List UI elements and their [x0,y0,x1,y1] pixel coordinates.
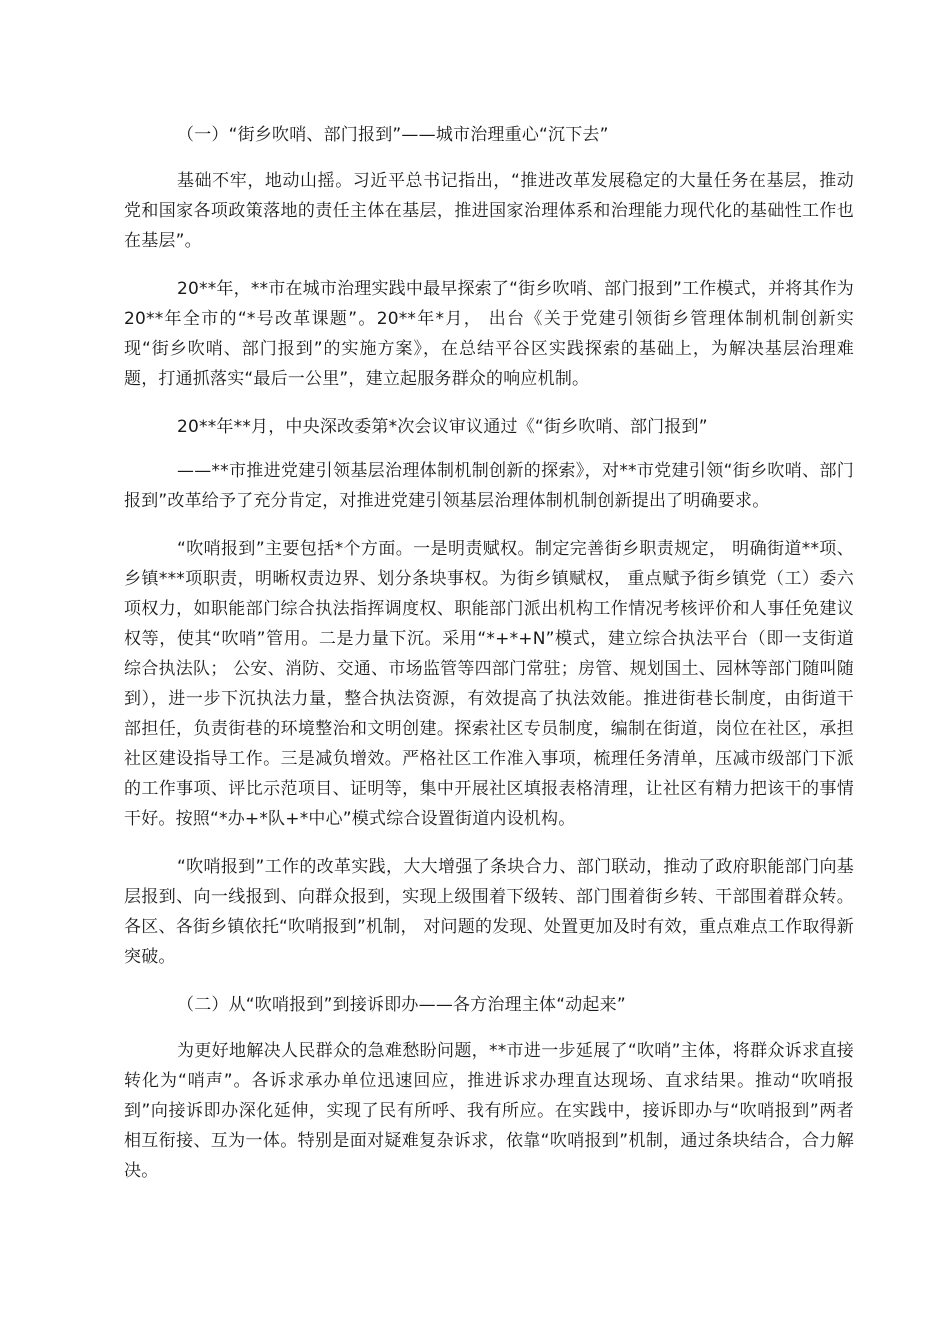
section-1-paragraph-1: 基础不牢，地动山摇。习近平总书记指出，“推进改革发展稳定的大量任务在基层，推动党和国家各项政策落地的责任主体在基层，推进国家治理体系和治理能力现代化的基础性工作也在基层”。 [124,171,854,251]
section-1-paragraph-4: ——**市推进党建引领基层治理体制机制创新的探索》，对**市党建引领“街乡吹哨、部门报到”改革给予了充分肯定，对推进党建引领基层治理体制机制创新提出了明确要求。 [124,461,854,511]
section-1-heading: （一）“街乡吹哨、部门报到”——城市治理重心“沉下去” [177,125,609,145]
section-1-paragraph-3: 20**年**月，中央深改委第*次会议审议通过《“街乡吹哨、部门报到” [177,417,708,437]
section-1-paragraph-6: “吹哨报到”工作的改革实践，大大增强了条块合力、部门联动，推动了政府职能部门向基层报到、向一线报到、向群众报到，实现上级围着下级转、部门围着街乡转、干部围着群众转。各区、各街乡镇依托“吹哨报到”机制， 对问题的发现、处置更加及时有效，重点难点工作取得新突破。 [124,857,854,967]
section-2-paragraph-1: 为更好地解决人民群众的急难愁盼问题，**市进一步延展了“吹哨”主体，将群众诉求直接转化为“哨声”。各诉求承办单位迅速回应，推进诉求办理直达现场、直求结果。推动“吹哨报到”向接诉即办深化延伸，实现了民有所呼、我有所应。在实践中，接诉即办与“吹哨报到”两者相互衔接、互为一体。特别是面对疑难复杂诉求，依靠“吹哨报到”机制，通过条块结合，合力解决。 [124,1041,854,1181]
document-page [124,120,854,1204]
section-1-paragraph-5: “吹哨报到”主要包括*个方面。一是明责赋权。制定完善街乡职责规定， 明确街道**项、乡镇***项职责，明晰权责边界、划分条块事权。为街乡镇赋权， 重点赋予街乡镇党（工）委六项权力，如职能部门综合执法指挥调度权、职能部门派出机构工作情况考核评价和人事任免建议权等，使其“吹哨”管用。二是力量下沉。采用“*+*+N”模式，建立综合执法平台（即一支街道综合执法队； 公安、消防、交通、市场监管等四部门常驻；房管、规划国土、园林等部门随叫随到），进一步下沉执法力量，整合执法资源，有效提高了执法效能。推进街巷长制度，由街道干部担任，负责街巷的环境整治和文明创建。探索社区专员制度，编制在街道，岗位在社区，承担社区建设指导工作。三是减负增效。严格社区工作准入事项，梳理任务清单，压减市级部门下派的工作事项、评比示范项目、证明等，集中开展社区填报表格清理，让社区有精力把该干的事情干好。按照“*办+*队+*中心”模式综合设置街道内设机构。 [124,539,854,829]
section-2-heading: （二）从“吹哨报到”到接诉即办——各方治理主体“动起来” [177,995,626,1015]
section-1-paragraph-2: 20**年，**市在城市治理实践中最早探索了“街乡吹哨、部门报到”工作模式，并将其作为 20**年全市的“*号改革课题”。20**年*月， 出台《关于党建引领街乡管理体制机制创新实现“街乡吹哨、部门报到”的实施方案》，在总结平谷区实践探索的基础上，为解决基层治理难题，打通抓落实“最后一公里”，建立起服务群众的响应机制。 [124,279,854,389]
